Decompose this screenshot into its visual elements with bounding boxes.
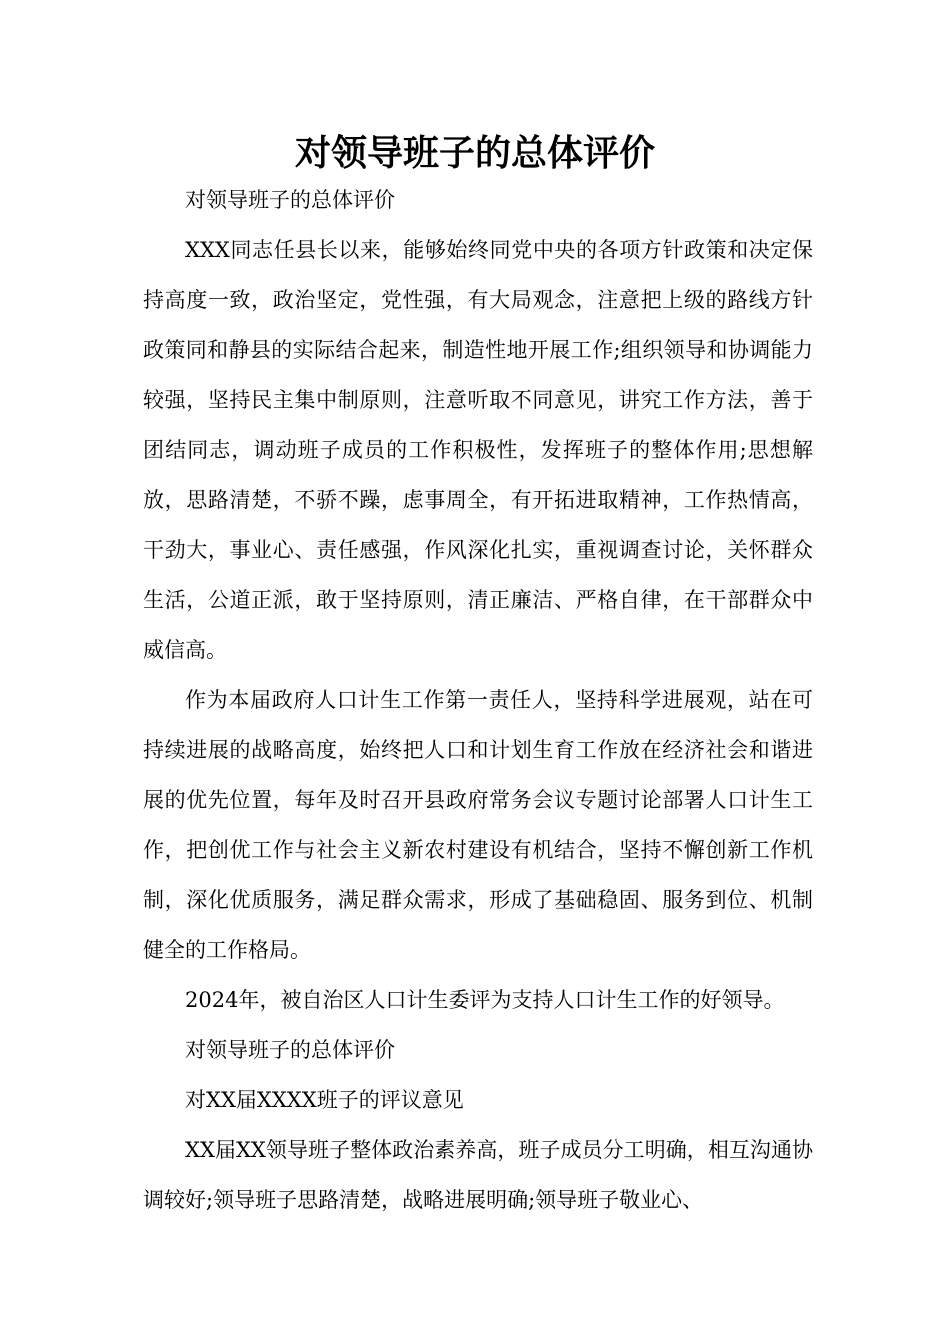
paragraph-population-work: 作为本届政府人口计生工作第一责任人，坚持科学进展观，站在可持续进展的战略高度，始终把人口和计划生育工作放在经济社会和谐进展的优先位置，每年及时召开县政府常务会议专题讨论部署人口计生工作，把创优工作与社会主义新农村建设有机结合，坚持不懈创新工作机制，深化优质服务，满足群众需求，形成了基础稳固、服务到位、机制健全的工作格局。: [143, 688, 813, 962]
paragraph-review-heading: 对XX届XXXX班子的评议意见: [185, 1088, 464, 1112]
paragraph-team-review: XX届XX领导班子整体政治素养高，班子成员分工明确，相互沟通协调较好;领导班子思路清楚，战略进展明确;领导班子敬业心、: [143, 1138, 813, 1212]
paragraph-award: 2024年，被自治区人口计生委评为支持人口计生工作的好领导。: [185, 988, 785, 1012]
document-title: 对领导班子的总体评价: [294, 132, 655, 174]
paragraph-heading-repeat: 对领导班子的总体评价: [185, 1038, 395, 1062]
paragraph-subtitle: 对领导班子的总体评价: [185, 188, 395, 212]
paragraph-county-head-evaluation: XXX同志任县长以来，能够始终同党中央的各项方针政策和决定保持高度一致，政治坚定，党性强，有大局观念，注意把上级的路线方针政策同和静县的实际结合起来，制造性地开展工作;组织领导和协调能力较强，坚持民主集中制原则，注意听取不同意见，讲究工作方法，善于团结同志，调动班子成员的工作积极性，发挥班子的整体作用;思想解放，思路清楚，不骄不躁，虑事周全，有开拓进取精神，工作热情高，干劲大，事业心、责任感强，作风深化扎实，重视调查讨论，关怀群众生活，公道正派，敢于坚持原则，清正廉洁、严格自律，在干部群众中威信高。: [143, 238, 813, 662]
document-body: [143, 175, 813, 1225]
